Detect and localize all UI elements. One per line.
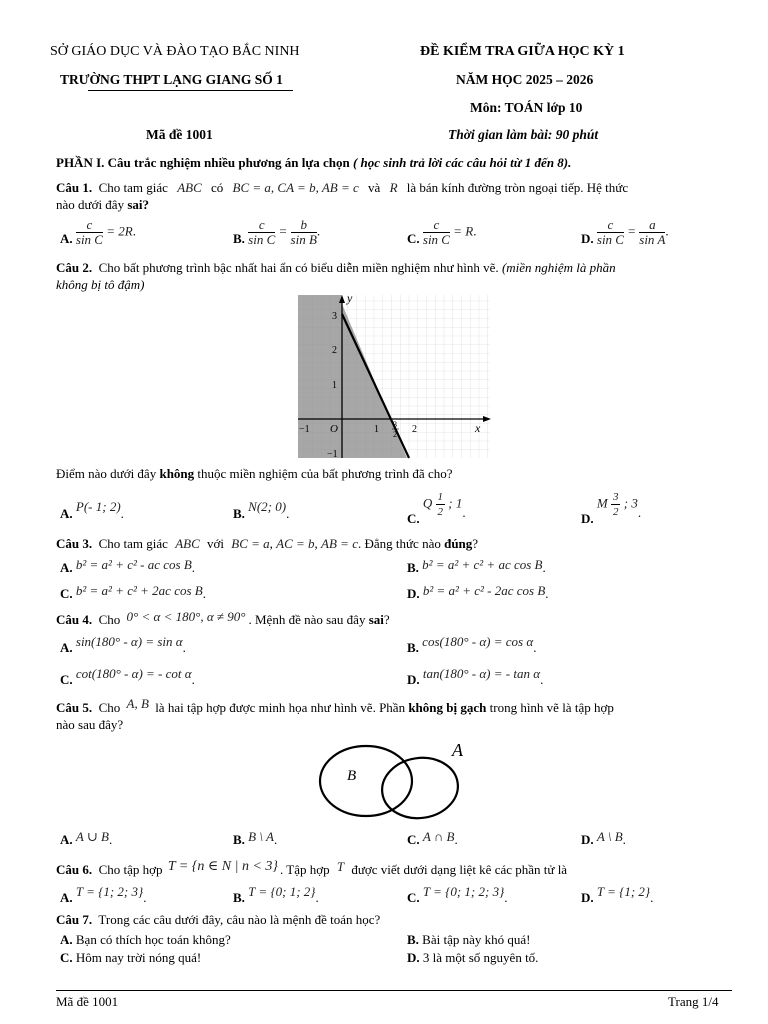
q3-label: Câu 3. — [56, 536, 93, 551]
q6-label: Câu 6. — [56, 862, 93, 877]
q6-t1: Cho tập hợp — [98, 862, 163, 877]
q1-d-frac2 — [639, 218, 665, 247]
q5-option-c[interactable]: C. A ∩ B. — [407, 829, 458, 847]
q1-m2: BC = a, CA = b, AB = c — [232, 180, 359, 195]
graph-x-tick-neg1: −1 — [299, 424, 310, 435]
q3-m3: AC = b — [276, 536, 315, 551]
q3-t3: . Đẳng thức nào — [357, 536, 441, 551]
q5-t4: trong hình vẽ là tập hợp — [489, 700, 614, 715]
footer-code: Mã đề 1001 — [56, 994, 119, 1009]
graph-x-tick-2: 2 — [412, 424, 417, 435]
q2-a-text: P(- 1; 2) — [75, 499, 121, 514]
q5-option-a[interactable]: A. A ∪ B. — [60, 829, 113, 847]
q4-t2: . Mệnh đề nào sau đây — [248, 612, 366, 627]
q3-a-label: A. — [60, 560, 73, 575]
q1-c-rhs: = R — [453, 223, 474, 239]
q7-option-b[interactable] — [407, 932, 530, 948]
dept-name: SỞ GIÁO DỤC VÀ ĐÀO TẠO BẮC NINH — [50, 44, 300, 59]
q4-label: Câu 4. — [56, 612, 93, 627]
exam-code: Mã đề 1001 — [146, 127, 213, 142]
q5-venn-diagram — [316, 738, 476, 828]
q3-option-c[interactable]: C. b² = a² + c² + 2ac cos B. — [60, 583, 206, 601]
q1-d-den2: sin A — [639, 232, 666, 247]
q3-a-text: b² = a² + c² - ac cos B — [75, 557, 192, 572]
school-underline — [88, 90, 293, 91]
graph-y-tick-1: 1 — [332, 380, 337, 391]
q7-b-label: B. — [407, 932, 419, 947]
q5-a-label: A. — [60, 832, 73, 847]
q7-c-label: C. — [60, 950, 73, 965]
q4-t4: ? — [383, 612, 390, 627]
q1-a-label: A. — [60, 231, 73, 246]
q2-ask1: Điểm nào dưới đây — [56, 466, 157, 481]
q1-b-num: c — [248, 218, 275, 233]
q1-b-den: sin C — [248, 232, 276, 247]
q1-option-a[interactable]: A. $\frac{c}{\text{sin C}}$ = 2R. — [60, 217, 136, 247]
q6-m2: T — [336, 859, 345, 874]
q5-option-d[interactable]: D. A \ B. — [581, 829, 626, 847]
q1-b-frac2 — [291, 218, 317, 247]
q2-b-text: N(2; 0) — [248, 499, 287, 514]
graph-x-frac-num: 3 — [393, 420, 397, 429]
q1-label: Câu 1. — [56, 180, 93, 195]
q1-a-den: sin C — [75, 232, 103, 247]
q2-label: Câu 2. — [56, 260, 93, 275]
graph-x-tick-1: 1 — [374, 424, 379, 435]
q1-a-num: c — [76, 218, 103, 233]
q2-graph — [295, 292, 495, 462]
q2-option-d[interactable]: D. M $\frac{3}{2}$ ; 3. — [581, 491, 642, 527]
q7-d-label: D. — [407, 950, 420, 965]
q1-t5: nào dưới đây — [56, 197, 125, 212]
q2-d-label: D. — [581, 511, 594, 527]
q5-m1: A, B — [126, 696, 149, 711]
q2-a-label: A. — [60, 506, 73, 521]
q5-b-text: B \ A — [248, 829, 274, 844]
graph-origin-label: O — [330, 423, 338, 435]
q5-t3: không bị gạch — [408, 700, 487, 715]
graph-x-frac-den: 2 — [393, 430, 397, 439]
q4-d-label: D. — [407, 672, 420, 687]
q4-stem — [56, 609, 390, 628]
q4-t3: sai — [368, 612, 384, 627]
q6-d-text: T = {1; 2} — [596, 884, 651, 899]
q2-d-pre: M — [596, 495, 608, 511]
graph-y-tick-neg1: −1 — [327, 449, 338, 460]
q1-b-frac1 — [248, 218, 275, 247]
q4-b-label: B. — [407, 640, 419, 655]
q6-t2: . Tập hợp — [280, 862, 330, 877]
q3-option-d[interactable]: D. b² = a² + c² - 2ac cos B. — [407, 583, 549, 601]
q1-t1: Cho tam giác — [98, 180, 168, 195]
q6-t3: được viết dưới dạng liệt kê các phần tử là — [351, 862, 568, 877]
q2-c-frac — [436, 490, 446, 519]
q2-stem — [56, 260, 616, 276]
graph-x-label: x — [475, 421, 481, 435]
graph-y-label: y — [347, 292, 353, 305]
q1-d-num2: a — [639, 218, 665, 233]
graph-y-tick-3: 3 — [332, 311, 337, 322]
q2-ask2: không — [159, 466, 195, 481]
q5-a-text: A ∪ B — [75, 829, 109, 844]
q6-option-c[interactable]: C. T = {0; 1; 2; 3}. — [407, 884, 508, 905]
q1-c-num: c — [423, 218, 450, 233]
q7-c-text: Hôm nay trời nóng quá! — [75, 950, 202, 965]
q5-t2: là hai tập hợp được minh họa như hình vẽ. Phần — [155, 700, 406, 715]
q1-t6: sai? — [127, 197, 149, 212]
q6-stem — [56, 859, 568, 879]
q3-t5: ? — [472, 536, 479, 551]
q3-b-text: b² = a² + c² + ac cos B — [422, 557, 543, 572]
q2-ask3: thuộc miền nghiệm của bất phương trình đã cho? — [197, 466, 453, 481]
q1-option-c[interactable]: C. $\frac{c}{\text{sin C}}$ = R. — [407, 217, 477, 247]
part1-heading — [56, 155, 571, 171]
q7-option-a[interactable] — [60, 932, 231, 948]
exam-title: ĐỀ KIỂM TRA GIỮA HỌC KỲ 1 — [420, 44, 625, 59]
q2-d-tail: ; 3 — [623, 495, 638, 511]
q2-ask — [56, 466, 453, 482]
q2-c-den: 2 — [437, 506, 444, 518]
q7-t1: Trong các câu dưới đây, câu nào là mệnh đề toán học? — [98, 912, 381, 927]
q3-d-text: b² = a² + c² - 2ac cos B — [422, 583, 546, 598]
q3-t4: đúng — [444, 536, 473, 551]
q7-b-text: Bài tập này khó quá! — [422, 932, 531, 947]
q4-m1: 0° < α < 180°, α ≠ 90° — [126, 609, 246, 624]
q1-d-num: c — [597, 218, 624, 233]
q5-option-b[interactable]: B. B \ A. — [233, 829, 278, 847]
q3-c-text: b² = a² + c² + 2ac cos B — [75, 583, 203, 598]
q3-t1: Cho tam giác — [98, 536, 168, 551]
q4-c-text: cot(180° - α) = - cot α — [75, 666, 192, 681]
q3-d-label: D. — [407, 586, 420, 601]
q1-t3: và — [368, 180, 381, 195]
q5-b-label: B. — [233, 832, 245, 847]
q6-b-label: B. — [233, 890, 245, 905]
exam-year: NĂM HỌC 2025 – 2026 — [456, 72, 594, 87]
q1-option-d[interactable]: D. $\frac{c}{\text{sin C}}$ = $\frac{a}{\text{sin A}}$ . — [581, 217, 669, 247]
q5-t1: Cho — [98, 700, 121, 715]
q1-c-label: C. — [407, 231, 420, 246]
graph-y-tick-2: 2 — [332, 345, 337, 356]
q3-m2: BC = a — [231, 536, 270, 551]
q1-t4: là bán kính đường tròn ngoại tiếp. Hệ thức — [406, 180, 629, 195]
q4-b-text: cos(180° - α) = cos α — [422, 634, 534, 649]
q1-d-den: sin C — [596, 232, 624, 247]
q2-d-den: 2 — [612, 506, 619, 518]
q3-option-a[interactable]: A. b² = a² + c² - ac cos B. — [60, 557, 196, 575]
q4-option-a[interactable]: A. sin(180° - α) = sin α. — [60, 634, 186, 655]
venn-label-a: A — [452, 740, 463, 760]
q2-t3: không bị tô đậm) — [56, 277, 145, 292]
q6-b-text: T = {0; 1; 2} — [248, 884, 316, 899]
q7-stem — [56, 912, 380, 928]
q1-c-frac — [423, 218, 450, 247]
q5-c-text: A ∩ B — [422, 829, 455, 844]
q6-option-a[interactable]: A. T = {1; 2; 3}. — [60, 884, 147, 905]
q4-option-c[interactable]: C. cot(180° - α) = - cot α. — [60, 666, 195, 687]
q3-c-label: C. — [60, 586, 73, 601]
venn-label-b: B — [347, 768, 357, 784]
q6-a-label: A. — [60, 890, 73, 905]
q2-c-tail: ; 1 — [448, 495, 463, 511]
q5-t5: nào sau đây? — [56, 717, 124, 732]
q5-label: Câu 5. — [56, 700, 93, 715]
q4-t1: Cho — [98, 612, 121, 627]
q4-a-text: sin(180° - α) = sin α — [75, 634, 183, 649]
exam-time: Thời gian làm bài: 90 phút — [448, 127, 599, 142]
q3-b-label: B. — [407, 560, 419, 575]
q3-m4: AB = c — [321, 536, 358, 551]
q5-d-text: A \ B — [596, 829, 623, 844]
q4-c-label: C. — [60, 672, 73, 687]
q2-d-num: 3 — [612, 491, 619, 503]
q1-d-frac1 — [597, 218, 624, 247]
q1-a-frac — [76, 218, 103, 247]
q7-a-text: Bạn có thích học toán không? — [75, 932, 231, 947]
q3-stem: Câu 3. Cho tam giác ABC với BC = a, AC = b, AB = c. Đẳng thức nào đúng? — [56, 536, 479, 551]
q5-d-label: D. — [581, 832, 594, 847]
q1-a-rhs: = 2R — [106, 223, 133, 239]
q2-c-pre: Q — [422, 495, 433, 511]
q1-stem-2 — [56, 197, 149, 213]
q4-option-b[interactable]: B. cos(180° - α) = cos α. — [407, 634, 537, 655]
q6-option-b[interactable]: B. T = {0; 1; 2}. — [233, 884, 319, 905]
q3-m1: ABC — [175, 536, 200, 551]
q2-option-c[interactable]: C. Q $\frac{1}{2}$ ; 1. — [407, 491, 466, 527]
q6-m1: T = {n ∈ N | n < 3} — [167, 859, 278, 874]
exam-subject: Môn: TOÁN lớp 10 — [470, 100, 583, 115]
part1-note: ( học sinh trả lời các câu hỏi từ 1 đến 8). — [352, 155, 572, 170]
q1-option-b[interactable]: B. $\frac{c}{\text{sin C}}$ = $\frac{b}{\text{sin B}}$ . — [233, 217, 321, 247]
venn-set-b — [320, 746, 412, 816]
q4-a-label: A. — [60, 640, 73, 655]
footer-rule — [56, 990, 732, 991]
q2-b-label: B. — [233, 506, 245, 521]
q2-c-label: C. — [407, 511, 420, 527]
q7-option-c[interactable] — [60, 950, 201, 966]
q2-t1: Cho bất phương trình bậc nhất hai ẩn có biểu diễn miền nghiệm như hình vẽ. — [98, 260, 499, 275]
q1-m1: ABC — [177, 180, 202, 195]
q7-option-d[interactable] — [407, 950, 538, 966]
q3-option-b[interactable]: B. b² = a² + c² + ac cos B. — [407, 557, 546, 575]
q2-t2: (miền nghiệm là phần — [501, 260, 616, 275]
q5-stem — [56, 696, 614, 716]
q4-d-text: tan(180° - α) = - tan α — [422, 666, 541, 681]
q6-c-text: T = {0; 1; 2; 3} — [422, 884, 505, 899]
q1-m3: R — [389, 180, 398, 195]
school-name: TRƯỜNG THPT LẠNG GIANG SỐ 1 — [60, 72, 283, 87]
q2-option-b[interactable]: B. N(2; 0). — [233, 499, 290, 521]
q7-label: Câu 7. — [56, 912, 93, 927]
q1-b-num2: b — [291, 218, 317, 233]
q3-t2: với — [207, 536, 225, 551]
q2-d-frac — [611, 490, 621, 519]
q6-option-d[interactable]: D. T = {1; 2}. — [581, 884, 654, 905]
q1-c-den: sin C — [422, 232, 450, 247]
q2-c-num: 1 — [437, 491, 444, 503]
q4-option-d[interactable]: D. tan(180° - α) = - tan α. — [407, 666, 544, 687]
q1-d-eq: = — [627, 223, 637, 239]
q6-c-label: C. — [407, 890, 420, 905]
venn-set-a — [378, 753, 462, 823]
part1-title: PHẦN I. Câu trắc nghiệm nhiều phương án lựa chọn — [56, 155, 350, 170]
q1-b-den2: sin B — [290, 232, 317, 247]
q5-c-label: C. — [407, 832, 420, 847]
q2-option-a[interactable]: A. P(- 1; 2). — [60, 499, 124, 521]
q1-d-label: D. — [581, 231, 594, 246]
q7-d-text: 3 là một số nguyên tố. — [422, 950, 539, 965]
q1-b-label: B. — [233, 231, 245, 246]
q6-a-text: T = {1; 2; 3} — [75, 884, 144, 899]
q1-t2: có — [211, 180, 224, 195]
q6-d-label: D. — [581, 890, 594, 905]
q7-a-label: A. — [60, 932, 73, 947]
footer-page: Trang 1/4 — [668, 994, 719, 1009]
q1-stem — [56, 180, 628, 196]
q1-b-eq: = — [278, 223, 288, 239]
